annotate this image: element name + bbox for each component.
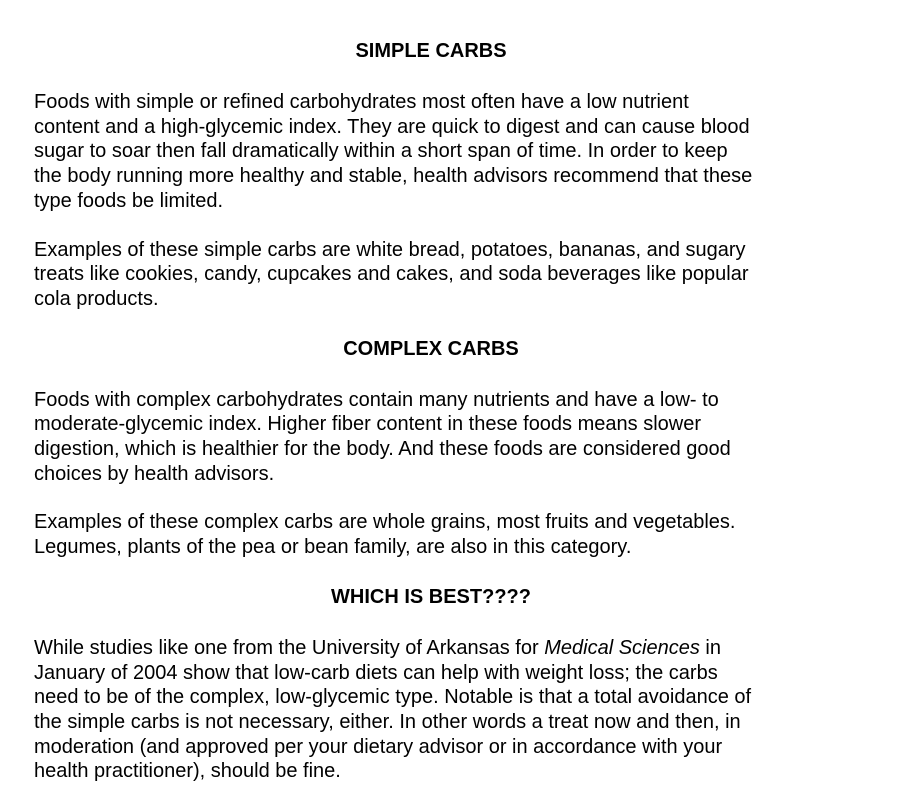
paragraph-simple-carbs-examples: Examples of these simple carbs are white bread, potatoes, bananas, and sugary treats like cookies, candy, cupcakes and cakes, and soda beverages like popular cola products.: [34, 238, 749, 310]
paragraph-simple-carbs-definition: Foods with simple or refined carbohydrates most often have a low nutrient content and a high-glycemic index. They are quick to digest and can cause blood sugar to soar then fall dramatically within a short span of time. In order to keep the body running more healthy and stable, health advisors recommend that these type foods be limited.: [34, 91, 753, 212]
heading-which-is-best: WHICH IS BEST????: [331, 585, 531, 608]
paragraph-complex-carbs-examples: Examples of these complex carbs are whole grains, most fruits and vegetables. Legumes, plants of the pea or bean family, are also in this category.: [34, 511, 736, 559]
paragraph-which-is-best: [34, 636, 834, 784]
paragraph-text-rest: in January of 2004 show that low-carb diets can help with weight loss; the carbs need to be of the complex, low-glycemic type. Notable is that a total avoidance of the simple carbs is not necessary, either. In other words a treat now and then, in moderation (and approved per your dietary advisor or in accordance with your health practitioner), should be fine.: [34, 636, 752, 783]
italic-medical-sciences: Medical Sciences: [544, 636, 700, 659]
heading-simple-carbs: SIMPLE CARBS: [355, 40, 507, 62]
paragraph-complex-carbs-definition: Foods with complex carbohydrates contain many nutrients and have a low- to moderate-glycemic index. Higher fiber content in these foods means slower digestion, which is healthier for the body. And these foods are considered good choices by health advisors.: [34, 388, 731, 485]
document-page: [34, 38, 834, 784]
paragraph-text-start: While studies like one from the University of Arkansas for: [34, 636, 545, 659]
heading-complex-carbs: COMPLEX CARBS: [343, 337, 519, 360]
